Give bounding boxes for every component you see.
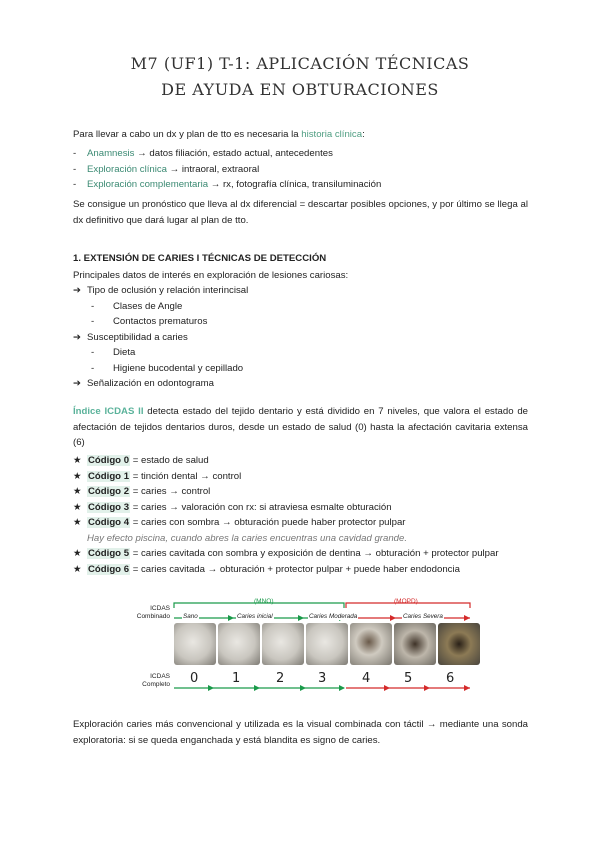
list-item	[73, 146, 528, 162]
page-title-line2: DE AYUDA EN OBTURACIONES	[161, 80, 439, 99]
code-text: = caries con sombra → obturación puede haber protector pulpar	[130, 517, 406, 528]
code-text: = caries cavitada con sombra y exposición de dentina → obturación + protector pulpar	[130, 548, 499, 559]
icdas-paragraph	[73, 404, 528, 451]
list-item	[73, 314, 528, 330]
code-label: Código 3	[88, 501, 130, 513]
tooth-photo-4	[350, 623, 392, 665]
list-term: Anamnesis	[87, 148, 135, 159]
icdas-number: 2	[276, 671, 285, 686]
list-text: Dieta	[113, 347, 136, 358]
arrow-icon: ➔	[73, 285, 82, 296]
code-text: = estado de salud	[130, 455, 209, 466]
label-line: Combinado	[136, 613, 170, 620]
list-text: → intraoral, extraoral	[167, 163, 260, 175]
icdas-figure	[118, 597, 478, 697]
list-item	[73, 484, 528, 500]
list-item	[73, 546, 528, 562]
list-text: Susceptibilidad a caries	[87, 331, 188, 343]
star-icon: ★	[73, 486, 82, 497]
icdas-number: 0	[190, 671, 199, 686]
closing-paragraph: Exploración caries más convencional y utilizada es la visual combinada con táctil → mediante una sonda exploratoria: si se queda enganchada y está blandita es signo de caries.	[73, 719, 528, 746]
label-line: ICDAS	[150, 605, 170, 612]
code-label: Código 2	[88, 486, 130, 497]
section-lead: Principales datos de interés en exploración de lesiones cariosas:	[73, 270, 349, 281]
list-item	[73, 361, 528, 377]
intro-paragraph	[73, 127, 528, 143]
star-icon: ★	[73, 455, 82, 466]
icdas-number: 5	[404, 671, 413, 686]
intro-text: Para llevar a cabo un dx y plan de tto es necesaria la	[73, 129, 299, 140]
group-mopd: (MOPD)	[394, 598, 418, 605]
icdas-number: 1	[232, 671, 241, 686]
dash: -	[91, 347, 95, 358]
star-icon: ★	[73, 517, 82, 528]
label-line: Completo	[142, 681, 170, 688]
icdas-number: 4	[362, 671, 371, 686]
list-item	[73, 515, 528, 531]
arrow-icon: ➔	[73, 331, 82, 343]
icdas-code-list	[73, 453, 528, 577]
list-term: Exploración complementaria	[87, 179, 209, 190]
star-icon: ★	[73, 548, 82, 559]
list-item	[73, 330, 528, 346]
list-item	[73, 345, 528, 361]
icdas-number: 6	[446, 671, 455, 686]
code-text: = caries cavitada → obturación + protector pulpar + puede haber endodoncia	[130, 563, 460, 575]
list-text: → datos filiación, estado actual, antecedentes	[134, 148, 333, 159]
exploration-list	[73, 283, 528, 392]
list-item	[73, 283, 528, 299]
stage-caries-moderada: Caries Moderada	[309, 613, 358, 620]
tooth-photo-2	[262, 623, 304, 665]
list-item	[73, 500, 528, 516]
arrow-icon: ➔	[73, 378, 82, 389]
icdas-term: Índice ICDAS II	[73, 406, 144, 417]
star-icon: ★	[73, 563, 82, 575]
dash: -	[91, 316, 95, 327]
tooth-photo-1	[218, 623, 260, 665]
star-icon: ★	[73, 470, 82, 482]
label-line: ICDAS	[150, 673, 170, 680]
list-item	[73, 299, 528, 315]
group-mno: (MNO)	[254, 598, 274, 605]
code-text: = caries → valoración con rx: si atraviesa esmalte obturación	[130, 501, 392, 513]
list-item	[73, 562, 528, 578]
section-heading: 1. EXTENSIÓN DE CARIES I TÉCNICAS DE DETECCIÓN	[73, 253, 327, 264]
prognosis-paragraph: Se consigue un pronóstico que lleva al dx diferencial = descartar posibles opciones, y por último se llega al dx definitivo que dará lugar al plan de tto.	[73, 199, 528, 226]
icdas-number: 3	[318, 671, 327, 686]
list-item	[73, 453, 528, 469]
dash: -	[91, 362, 95, 374]
list-text: Señalización en odontograma	[87, 378, 214, 389]
tooth-photo-3	[306, 623, 348, 665]
dash: -	[73, 179, 77, 190]
list-item	[73, 177, 528, 193]
stage-sano: Sano	[183, 613, 198, 620]
list-text: Higiene bucodental y cepillado	[113, 362, 244, 374]
tooth-photo-5	[394, 623, 436, 665]
code-label: Código 0	[88, 455, 130, 466]
list-term: Exploración clínica	[87, 163, 167, 175]
tooth-photo-0	[174, 623, 216, 665]
page-title-line1: M7 (UF1) T-1: APLICACIÓN TÉCNICAS	[130, 54, 470, 73]
list-text: Clases de Angle	[113, 300, 183, 312]
stage-caries-inicial: Caries inicial	[237, 613, 273, 620]
intro-colon: :	[362, 129, 365, 140]
code-text: = caries → control	[130, 486, 211, 497]
code-label: Código 6	[88, 563, 130, 575]
historia-clinica-term: historia clínica	[301, 129, 363, 140]
code-label: Código 4	[88, 517, 130, 528]
icdas-desc: detecta estado del tejido dentario y está dividido en 7 niveles, que valora el estado de afectación de tejidos dentarios duros, desde un estado de salud (0) hasta la afectación cavitaria extensa (6)	[73, 406, 528, 448]
dash: -	[91, 300, 95, 312]
list-text: Contactos prematuros	[113, 316, 208, 327]
stage-caries-severa: Caries Severa	[403, 613, 443, 620]
code-label: Código 1	[88, 470, 130, 482]
dash: -	[73, 163, 77, 175]
list-text: → rx, fotografía clínica, transiluminación	[208, 179, 382, 190]
dash: -	[73, 148, 77, 159]
star-icon: ★	[73, 501, 82, 513]
intro-list	[73, 146, 528, 193]
icdas-note: Hay efecto piscina, cuando abres la caries encuentras una cavidad grande.	[87, 532, 407, 544]
list-text: Tipo de oclusión y relación interincisal	[87, 285, 249, 296]
list-item	[73, 469, 528, 485]
code-text: = tinción dental → control	[130, 470, 242, 482]
list-item	[73, 162, 528, 178]
list-item	[73, 376, 528, 392]
tooth-photo-6	[438, 623, 480, 665]
code-label: Código 5	[88, 548, 130, 559]
